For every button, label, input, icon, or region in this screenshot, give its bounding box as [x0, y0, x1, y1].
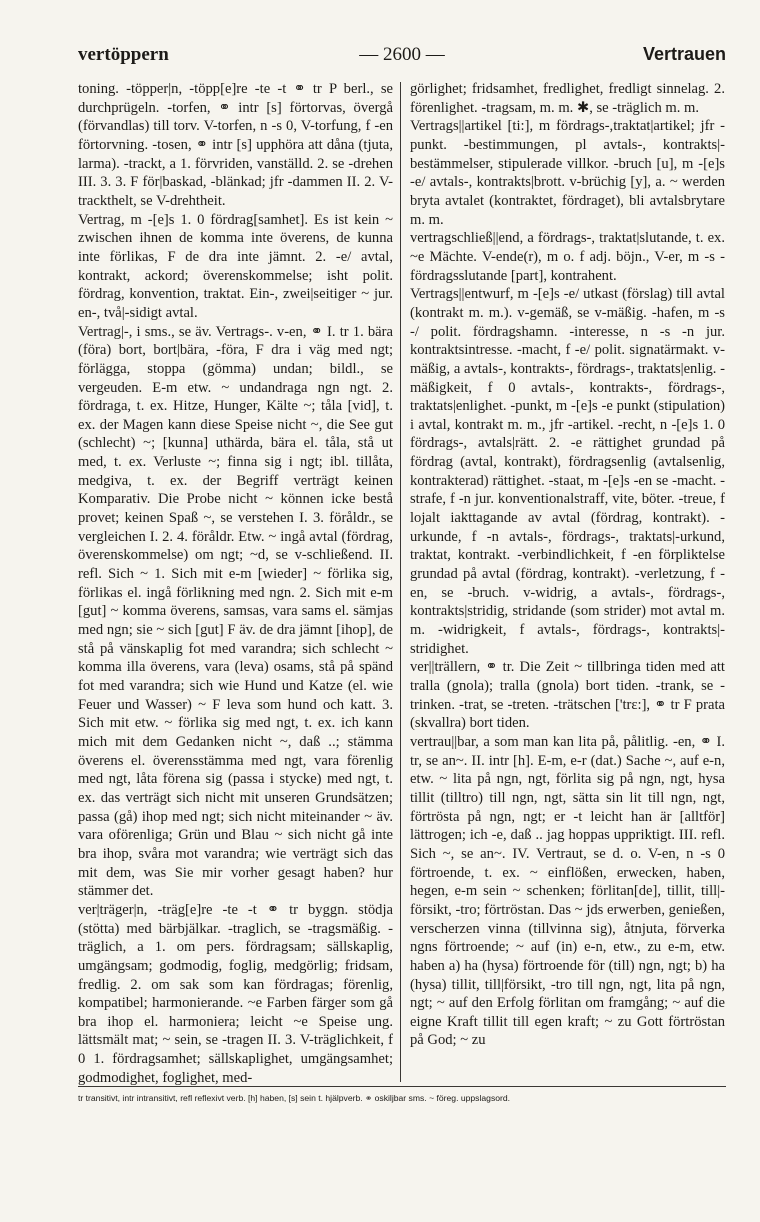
entry-vertragsentwurf: Vertrags||entwurf, m -[e]s -e/ utkast (förslag) till avtal (kontrakt m. m.). v-gemäß, se v-mäßig. -hafen, m -s -/ polit. fördragshamn. -interesse, n -s -n jur. kontraktsintresse. -macht, f -e/ polit. signatärmakt. v-mäßig, a avtals-, kontrakts-, fördrags-, traktats|enlig. -mäßigkeit, f 0 avtals-, kontrakts-, fördrags-, traktats|enlighet. -punkt, m -[e]s -e punkt (stipulation) i avtal, kontrakt m. m., jfr -artikel. -recht, n -[e]s 1. 0 fördrags-, avtals|rätt. 2. -e rättighet grundad på fördrag (avtal, kontrakt), fördragsenlig (avtalsenlig, kontrakterad) rättighet. -staat, m -[e]s -en se -macht. -strafe, f -n jur. konventionalstraff, vite, böter. -treue, f lojalt iakttagande av avtal (fördrag, kontrakt). -urkunde, f -n avtals-, fördrags-, traktats|-urkund, traktat, kontrakt. -verbindlichkeit, f -en förpliktelse grundad på avtal (fördrag, kontrakt). -verletzung, f -en, se -bruch. v-widrig, a avtals-, fördrags-, kontrakts|stridig, stridande (som strider) mot avtal m. m. -widrigkeit, f avtals-, fördrags-, kontrakts|-stridighet.	[410, 286, 725, 657]
entry-vertragsartikel: Vertrags||artikel [ti:], m fördrags-,traktat|artikel; jfr -punkt. -bestimmungen, pl avtals-, kontrakts|-bestämmelser, stipulerade villkor. -bruch [u], m -[e]s -e/ avtals-, kontrakts|brott. v-brüchig [y], a. ~ werden bryta avtalet (kontraktet, fördraget), bli avtalsbrytare m. m.	[410, 118, 725, 228]
entry-continuation: görlighet; fridsamhet, fredlighet, fredligt sinnelag. 2. förenlighet. -tragsam, m. m. ✱, se -träglich m. m.	[410, 81, 725, 116]
right-guide-word: Vertrauen	[642, 44, 726, 64]
entry-vertragschliessend: vertragschließ||end, a fördrags-, traktat|slutande, t. ex. ~e Mächte. V-ende(r), m o. f adj. böjn., V-er, m -s - fördragsslutande [part], kontrahent.	[410, 230, 725, 284]
abbreviation-footer: tr transitivt, intr intransitivt, refl reflexivt verb. [h] haben, [s] sein t. hjälpverb. ⚭ oskiljbar sms. ~ föreg. uppslagsord.	[78, 1093, 511, 1103]
entry-vertragen: Vertrag|-, i sms., se äv. Vertrags-. v-en, ⚭ I. tr 1. bära (föra) bort, bort|bära, -föra, F dra i väg med ngt; förlägga, stoppa (gömma) undan; bildl., se vergeuden. E-m etw. ~ undandraga ngn ngt. 2. fördraga, t. ex. Hitze, Hunger, Kälte ~; tåla [vid], t. ex. der Magen kann diese Speise nicht ~, die See gut (schlecht) ~; [kunna] uthärda, bära el. tåla, stå ut med, t. ex. Verluste ~; finna sig i ngt; ibl. tillåta, medgiva, t. ex. der Begriff verträgt keinen Komparativ. Die Probe nicht ~ können icke bestå provet; keinen Spaß ~, se verstehen I. 3. föråldr., se vergleichen I. 2. 4. föråldr. Etw. ~ ingå avtal (fördrag, överenskommelse) om ngt; ~d, se v-schließend. II. refl. Sich ~ 1. Sich mit e-m [wieder] ~ förlika sig, förlikas el. ingå förlikning med ngn. 2. Sich mit e-m [gut] ~ komma överens, samsas, vara sams el. sämjas med ngn; sie ~ sich [gut] F äv. de dra jämnt [ihop], de stå på vänskaplig fot med varandra; sich schlecht ~ komma illa överens, vara (leva) osams, stå på spänd fot med varandra; sich wie Hund und Katze (el. wie Feuer und Wasser) ~ F leva som hund och katt. 3. Sich mit etw. ~ förlika sig med ngt, t. ex. ich kann mich mit dem Gedanken nicht ~, daß ..; stämma överens el. överensstämma med ngt, vara förenlig med ngt, låta förena sig (passa i stycke) med ngt, t. ex. das verträgt sich nicht mit unseren Grundsätzen; passa (gå) ihop med ngt; sich nicht miteinander ~ äv. vara oförenliga; Grün und Blau ~ sich nicht gå inte bra ihop, svåra mot varandra; wie verträgt sich das mit dem, was Sie mir vorher gesagt haben? hur stämmer det.	[78, 323, 393, 900]
entry-vertoppern: toning. -töpper|n, -töpp[e]re -te -t ⚭ tr P berl., se durchprügeln. -torfen, ⚭ intr [s] förtorvas, övergå (förvandlas) till torv. V-torfen, n -s 0, V-torfung, f -en förtorvning. -tosen, ⚭ intr [s] upphöra att dåna (tjuta, larma). -trackt, a 1. förvriden, vanställd. 2. se -drehen III. 3. 3. F för|baskad, -blänkad; jfr -dammen II. 2. V-trackthelt, se V-drehtheit.	[78, 81, 393, 209]
entry-vertrallern: ver||trällern, ⚭ tr. Die Zeit ~ tillbringa tiden med att tralla (gnola); tralla (gnola) bort tiden. -trank, se -trinken. -trat, se -treten. -trätschen ['trɛ:], ⚭ tr F prata (skvallra) bort tiden.	[410, 659, 725, 732]
right-column	[410, 80, 725, 1086]
left-guide-word: vertöppern	[78, 44, 169, 65]
left-column	[78, 80, 393, 1086]
page-number: — 2600 —	[359, 44, 445, 65]
page-header	[78, 44, 726, 70]
column-divider	[400, 82, 401, 1082]
footer-rule	[78, 1086, 726, 1087]
entry-vertraubar: vertrau||bar, a som man kan lita på, pålitlig. -en, ⚭ I. tr, se an~. II. intr [h]. E-m, e-r (dat.) Sache ~, auf e-n, etw. ~ lita på ngn, ngt, förlita sig på ngn, ngt, hysa tillit (tilltro) till ngn, ngt, sätta sin lit till ngn, ngt, förtrösta på ngn, ngt; er -t leicht han är [alltför] lättrogen; ich -e, daß .. jag hoppas uppriktigt. III. refl. Sich ~, se an~. IV. Vertraut, se d. o. V-en, n -s 0 förtroende, t. ex. ~ einflößen, erwecken, haben, hegen, e-m sein ~ schenken; förlitan[de], tillit, till|-försikt, -tro; förtröstan. Das ~ jds erwerben, genießen, verscherzen vinna (tillvinna sig), åtnjuta, förverka ngns förtroende; ~ auf (in) e-n, etw., zu e-m, etw. haben a) ha (hysa) förtroende för (till) ngn, ngt; b) ha (hysa) tillit, till|försikt, -tro till ngn, ngt, lita på ngn, ngt; ~ auf den Erfolg förlitan om framgång; ~ auf die eigne Kraft tillit till egen kraft; ~ zu Gott förtröstan på God; ~ zu	[410, 733, 725, 1049]
entry-vertrag: Vertrag, m -[e]s 1. 0 fördrag[samhet]. Es ist kein ~ zwischen ihnen de komma inte överens, de kunna inte förlikas, F de dra inte jämnt. 2. -e/ avtal, kontrakt, ackord; överenskommelse; isht polit. fördrag, konvention, traktat. Ein-, zwei|seitiger ~ jur. en-, två|-sidigt avtal.	[78, 211, 393, 321]
entry-vertragern: ver|träger|n, -träg[e]re -te -t ⚭ tr byggn. stödja (stötta) med bärbjälkar. -traglich, se -tragsmäßig. -träglich, a 1. om pers. fördragsam; sällskaplig, umgängsam; godmodig, foglig, medgörlig; fridsam, fredlig. 2. om sak som kan fördragas; förenlig, kompatibel; harmonierande. ~e Farben färger som gå bra ihop el. harmoniera; leicht ~e Speise ung. lättsmält mat; ~ sein, se -tragen II. 3. V-träglichkeit, f 0 1. fördragsamhet; sällskaplighet, umgängsamhet; godmodighet, foglighet, med-	[78, 901, 393, 1086]
